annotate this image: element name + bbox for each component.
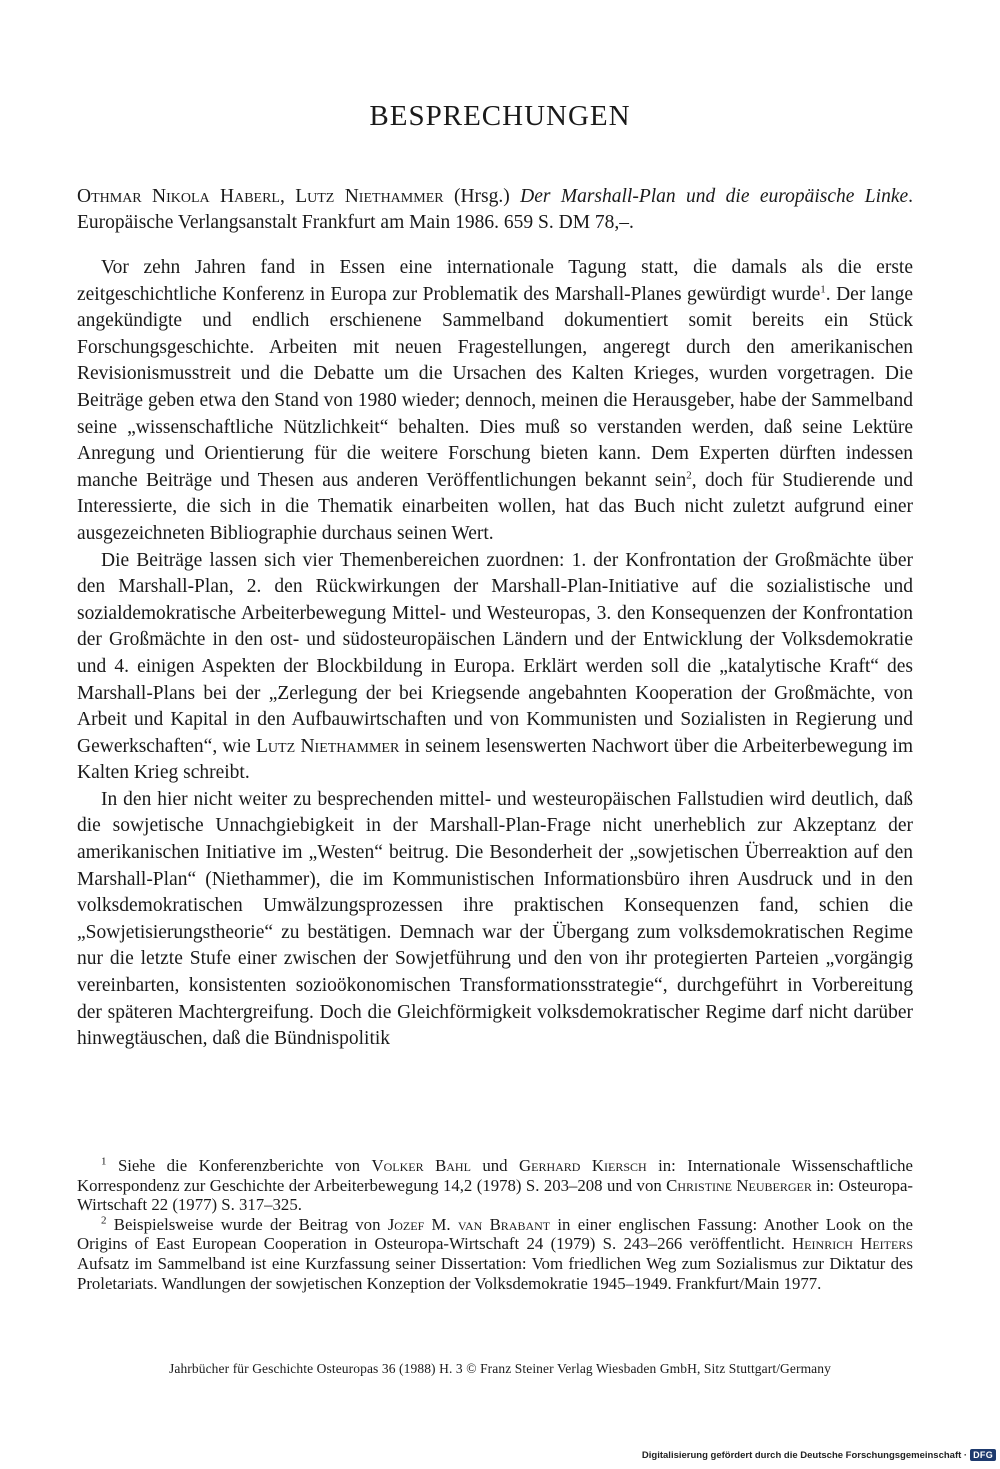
book-citation [77,184,913,236]
author-name: Volker Bahl [371,1156,471,1175]
citation-book-title: Der Marshall-Plan und die europäische Linke [520,186,909,207]
paragraph-text: in seinem lesenswerten Nachwort über die Arbeiterbewegung im Kalten Krieg schreibt. [77,735,913,784]
paragraph-text: , doch für Studierende und Interessierte, die sich in die Thematik einarbeiten wollen, hat das Buch nicht zuletzt aufgrund einer ausgezeichneten Bibliographie durchaus seinen Wert. [77,469,913,544]
author-name: Gerhard Kiersch [519,1156,647,1175]
dfg-logo: DFG [970,1449,996,1461]
digitization-credit [642,1447,996,1463]
footnote-text: Beispielsweise wurde der Beitrag von [106,1214,388,1234]
footnote-ref-1: 1 [820,283,826,296]
footnote-2 [77,1215,913,1293]
paragraph-text: . Der lange angekündigte und endlich erschienene Sammelband dokumentiert somit bereits ein Stück Forschungsgeschichte. Arbeiten mit neuen Fragestellungen, angeregt durch den amerikanischen Revisionismusstreit und die Debatte um die Ursachen des Kalten Krieges, wurden vorgetragen. Die Beiträge geben etwa den Stand von 1980 wieder; dennoch, meinen die Herausgeber, habe der Sammelband seine „wissenschaftliche Nützlichkeit“ behalten. Dies muß so verstanden werden, daß seine Lektüre Anregung und Orientierung für die weitere Forschung bieten kann. Dem Experten dürften indessen manche Beiträge und Thesen aus anderen Veröffentlichungen bekannt sein [77,283,913,491]
review-body [77,255,913,1053]
footnote-text: und [470,1156,519,1175]
footnote-1 [77,1156,913,1215]
footnote-number: 1 [101,1155,107,1168]
credit-text: Digitalisierung gefördert durch die Deutsche Forschungsgemeinschaft · [641,1449,968,1461]
citation-editors: Othmar Nikola Haberl, Lutz Niethammer [77,186,444,207]
footnote-text: Siehe die Konferenzberichte von [106,1156,372,1175]
paragraph-2 [77,548,913,787]
footnote-text: in: Internationale Wissenschaftliche Korrespondenz zur Geschichte der Arbeiterbewegung 14,2 (1978) S. 203–208 und von [77,1156,914,1195]
section-heading: BESPRECHUNGEN [369,100,631,132]
footnote-text: in: Osteuropa-Wirtschaft 22 (1977) S. 317–325. [77,1175,913,1215]
paragraph-1 [77,255,913,548]
footnotes [77,1156,913,1293]
paragraph-text: Die Beiträge lassen sich vier Themenbereichen zuordnen: 1. der Konfrontation der Großmächte über den Marshall-Plan, 2. den Rückwirkungen der Marshall-Plan-Initiative auf die sozialistische und sozialdemokratische Arbeiterbewegung Mittel- und Westeuropas, 3. den Konsequenzen der Konfrontation der Großmächte in den ost- und südosteuropäischen Ländern und der Entwicklung der Volksdemokratie und 4. einigen Aspekten der Blockbildung in Europa. Erklärt werden soll die „katalytische Kraft“ des Marshall-Plans bei der „Zerlegung der bei Kriegsende angebahnten Kooperation der Großmächte, von Arbeit und Kapital in den Aufbauwirtschaften und von Kommunisten und Sozialisten in Regierung und Gewerkschaften“, wie [77,549,913,757]
author-name: Jozef M. van Brabant [387,1214,551,1234]
paragraph-3: In den hier nicht weiter zu besprechenden mittel- und westeuropäischen Fallstudien wird deutlich, daß die sowjetische Unnachgiebigkeit in der Marshall-Plan-Frage nicht unerheblich zur Akzeptanz der amerikanischen Initiative im „Westen“ beitrug. Die Besonderheit der „sowjetischen Überreaktion auf den Marshall-Plan“ (Niethammer), die im Kommunistischen Informationsbüro ihren Ausdruck und in den volksdemokratischen Umwälzungsprozessen ihre praktischen Konsequenzen fand, schien die „Sowjetisierungstheorie“ zu bestätigen. Demnach war der Übergang zum volksdemokratischen Regime nur die letzte Stufe einer zwischen der Sowjetführung und den von ihr protegierten Parteien „vorgängig vereinbarten, konsistenten sozioökonomischen Transformationsstrategie“, durchgeführt in Vorbereitung der späteren Machtergreifung. Doch die Gleichförmigkeit volksdemokratischer Regime darf nicht darüber hinwegtäuschen, daß die Bündnispolitik [77,788,913,1050]
author-name: Heinrich Heiters [792,1234,913,1254]
citation-imprint: . Europäische Verlangsanstalt Frankfurt am Main 1986. 659 S. DM 78,–. [77,186,913,233]
page-footer: Jahrbücher für Geschichte Osteuropas 36 (1988) H. 3 © Franz Steiner Verlag Wiesbaden GmbH, Sitz Stuttgart/Germany [169,1361,831,1376]
author-name: Christine Neuberger [666,1175,812,1195]
footnote-text: Aufsatz im Sammelband ist eine Kurzfassung seiner Dissertation: Vom friedlichen Weg zum Sozialismus zur Diktatur des Proletariats. Wandlungen der sowjetischen Konzeption der Volksdemokratie 1945–1949. Frankfurt/Main 1977. [77,1253,913,1293]
citation-editor-role: (Hrsg.) [453,186,510,207]
paragraph-text: Vor zehn Jahren fand in Essen eine internationale Tagung statt, die damals als die erste zeitgeschichtliche Konferenz in Europa zur Problematik des Marshall-Planes gewürdigt wurde [77,257,913,305]
footnote-text: in einer englischen Fassung: Another Look on the Origins of East European Cooperation in Osteuropa-Wirtschaft 24 (1979) S. 243–266 veröffentlicht. [77,1214,913,1254]
footnote-ref-2: 2 [686,469,692,482]
author-name: Lutz Niethammer [256,735,400,757]
footnote-number: 2 [101,1214,107,1227]
